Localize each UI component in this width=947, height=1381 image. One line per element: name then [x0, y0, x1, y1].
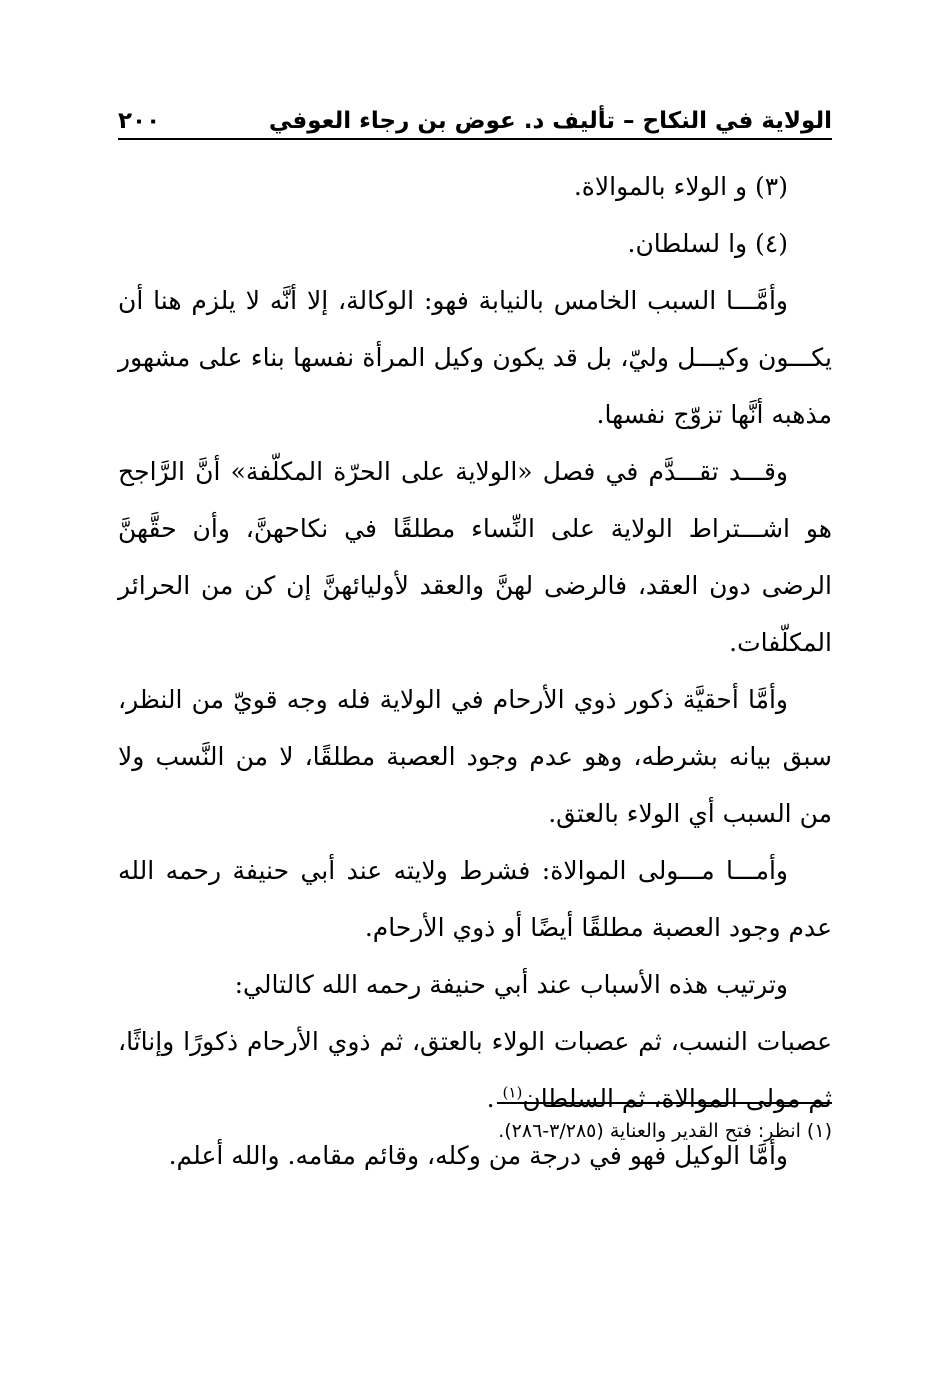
- footnote-divider: [497, 1102, 832, 1104]
- paragraph-kin: وأمَّا أحقيَّة ذكور ذوي الأرحام في الولاية فله وجه قويّ من النظر، سبق بيانه بشرطه، وهو عدم وجود العصبة مطلقًا، لا من النَّسب ولا من السبب أي الولاء بالعتق.: [118, 685, 832, 828]
- running-title: الولاية في النكاح – تأليف د. عوض بن رجاء العوفي: [268, 108, 832, 134]
- list-item-3: (٣) و الولاء بالموالاة.: [573, 172, 788, 201]
- paragraph-agency: وأمَّـــا السبب الخامس بالنيابة فهو: الوكالة، إلا أنَّه لا يلزم هنا أن يكـــون وكيـــل وليّ، بل قد يكون وكيل المرأة نفسها بناء على مشهور مذهبه أنَّها تزوّج نفسها.: [118, 286, 832, 429]
- footnote: (١) انظر: فتح القدير والعناية (٣/٢٨٥-٢٨٦).: [498, 1120, 832, 1142]
- list-item-4: (٤) وا لسلطان.: [627, 229, 788, 258]
- book-page: [118, 100, 832, 1300]
- paragraph-agent: وأمَّا الوكيل فهو في درجة من وكله، وقائم مقامه. والله أعلم.: [168, 1141, 788, 1170]
- paragraph-order-intro: وترتيب هذه الأسباب عند أبي حنيفة رحمه الله كالتالي:: [234, 970, 788, 999]
- paragraph-order-list: [118, 1013, 832, 1127]
- paragraph-free-woman: وقـــد تقـــدَّم في فصل «الولاية على الحرّة المكلّفة» أنَّ الرَّاجح هو اشـــتراط الولاية على النِّساء مطلقًا في نكاحهنَّ، وأن حقَّهنَّ الرضى دون العقد، فالرضى لهنَّ والعقد لأوليائهنَّ إن كن من الحرائر المكلّفات.: [118, 457, 832, 657]
- page-number: ٢٠٠: [118, 108, 161, 134]
- page-header: [118, 100, 832, 140]
- order-list-end: .: [486, 1084, 495, 1113]
- footnote-reference[interactable]: (١): [502, 1083, 523, 1102]
- main-text: [118, 158, 832, 1184]
- paragraph-mawla: وأمـــا مـــولى الموالاة: فشرط ولايته عند أبي حنيفة رحمه الله عدم وجود العصبة مطلقًا أيضًا أو ذوي الأرحام.: [118, 856, 832, 942]
- order-list-text: عصبات النسب، ثم عصبات الولاء بالعتق، ثم ذوي الأرحام ذكورًا وإناثًا، ثم مولى الموالاة، ثم السلطان: [118, 1027, 832, 1113]
